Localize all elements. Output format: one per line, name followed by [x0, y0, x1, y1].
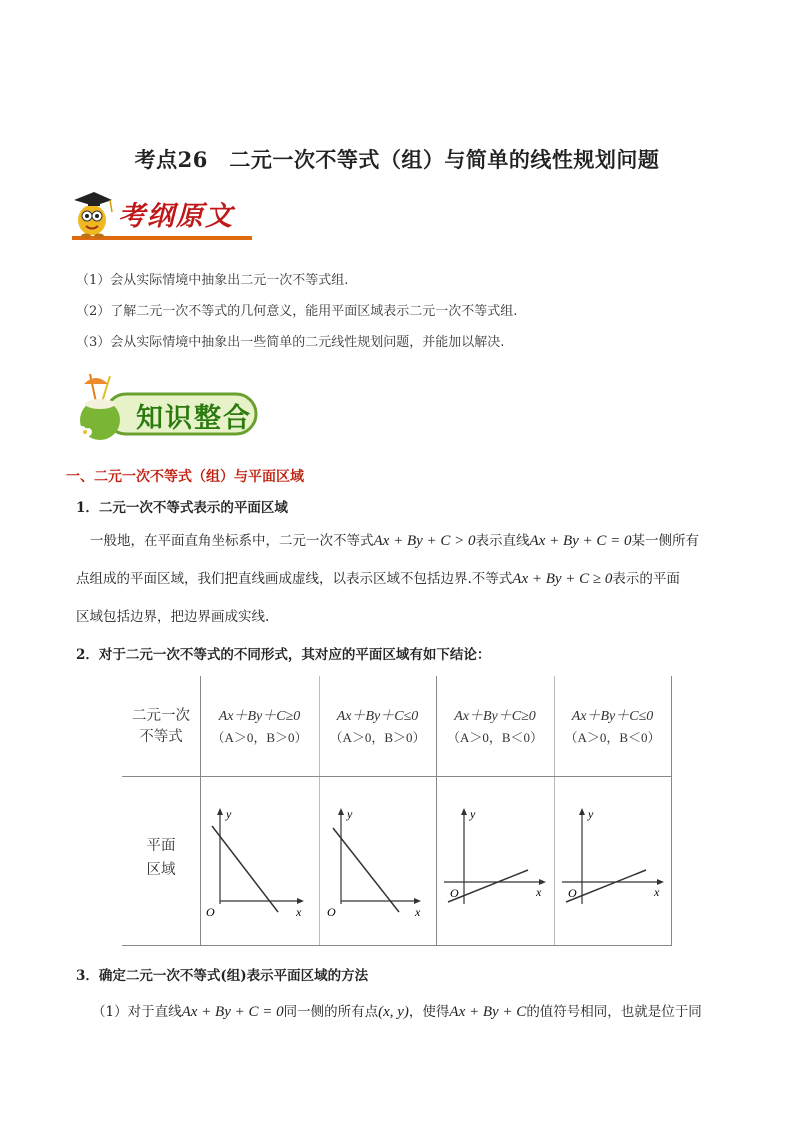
region-graph-4: [554, 804, 671, 924]
svg-text:x: x: [654, 885, 660, 899]
section-heading: 一、二元一次不等式（组）与平面区域: [66, 469, 304, 485]
row-label-inequality: 二元一次 不等式: [132, 708, 190, 745]
svg-text:O: O: [450, 886, 459, 900]
svg-text:y: y: [470, 807, 476, 821]
knowledge-banner: [66, 372, 266, 444]
syllabus-banner-label: 考纲原文: [118, 201, 234, 232]
syllabus-banner: [66, 186, 256, 242]
svg-text:y: y: [226, 807, 232, 821]
inequality-cell: Ax＋By＋C≥0 （A＞0，B＞0）: [211, 709, 308, 745]
objective-item: （3）会从实际情境中抽象出一些简单的二元线性规划问题，并能加以解决.: [76, 335, 505, 350]
knowledge-banner-label: 知识整合: [136, 403, 252, 434]
svg-text:O: O: [206, 905, 215, 919]
inequality-cell: Ax＋By＋C≥0 （A＞0，B＜0）: [446, 709, 544, 745]
inequality-cell: Ax＋By＋C≤0 （A＞0，B＞0）: [329, 709, 426, 745]
row-label-region: 平面 区域: [146, 838, 176, 878]
svg-text:O: O: [327, 905, 336, 919]
subsection-heading: 2．对于二元一次不等式的不同形式，其对应的平面区域有如下结论：: [76, 647, 491, 663]
paragraph: （1）对于直线Ax + By + C = 0同一侧的所有点(x, y)，使得Ax + By + C的值符号相同，也就是位于同: [92, 1004, 702, 1020]
subsection-heading: 3．确定二元一次不等式(组)表示平面区域的方法: [76, 968, 369, 984]
inequality-cell: Ax＋By＋C≤0 （A＞0，B＜0）: [564, 709, 661, 745]
svg-text:y: y: [347, 807, 353, 821]
svg-text:x: x: [296, 905, 302, 919]
subsection-heading: 1．二元一次不等式表示的平面区域: [76, 500, 288, 516]
inequality-region-table: [122, 676, 672, 946]
region-graph-2: [319, 804, 436, 924]
page-title: 考点26 二元一次不等式（组）与简单的线性规划问题: [134, 147, 660, 172]
svg-text:y: y: [588, 807, 594, 821]
paragraph: 一般地，在平面直角坐标系中，二元一次不等式Ax + By + C > 0表示直线Ax + By + C = 0某一侧所有 点组成的平面区域，我们把直线画成虚线，以表示区域不包括边界.不等式Ax + By + C ≥ 0表示的平面 区域包括边界，把边界画成实线.: [76, 533, 700, 625]
objective-item: （2）了解二元一次不等式的几何意义，能用平面区域表示二元一次不等式组.: [76, 304, 518, 319]
objective-item: （1）会从实际情境中抽象出二元一次不等式组.: [76, 273, 349, 288]
svg-text:x: x: [415, 905, 421, 919]
svg-text:O: O: [568, 886, 577, 900]
svg-text:x: x: [536, 885, 542, 899]
region-graph-3: [436, 804, 554, 924]
region-graph-1: [200, 804, 319, 924]
